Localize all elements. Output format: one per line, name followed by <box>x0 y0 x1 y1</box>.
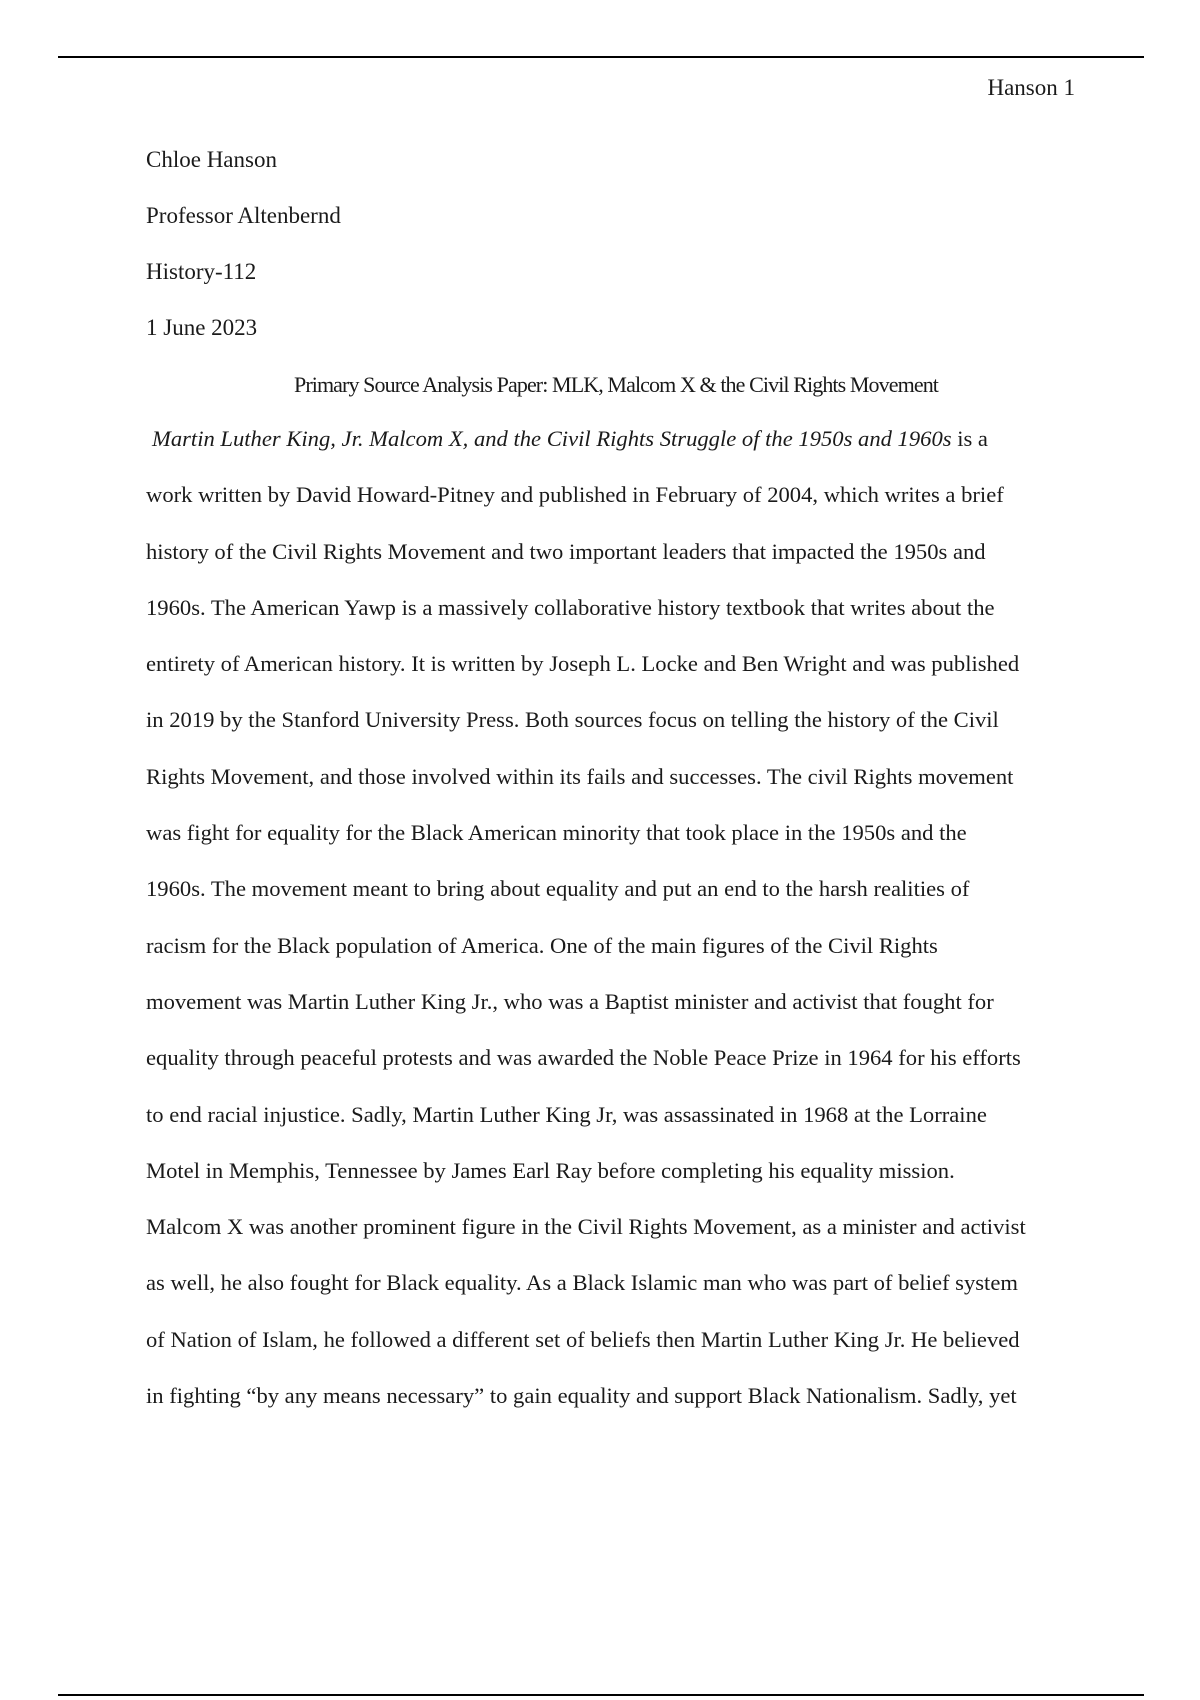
page-bottom-rule <box>58 1694 1144 1696</box>
body-text: is a <box>951 426 988 451</box>
body-line: of Nation of Islam, he followed a different set of beliefs then Martin Luther King Jr. He believed <box>146 1326 1020 1352</box>
body-line: was fight for equality for the Black American minority that took place in the 1950s and the <box>146 820 967 846</box>
body-line: as well, he also fought for Black equality. As a Black Islamic man who was part of belief system <box>146 1270 1018 1296</box>
body-line: Motel in Memphis, Tennessee by James Earl Ray before completing his equality mission. <box>146 1157 955 1183</box>
body-line: racism for the Black population of America. One of the main figures of the Civil Rights <box>146 932 938 958</box>
body-line: equality through peaceful protests and was awarded the Noble Peace Prize in 1964 for his efforts <box>146 1045 1021 1071</box>
body-line: 1960s. The American Yawp is a massively collaborative history textbook that writes about the <box>146 594 995 620</box>
body-line: in 2019 by the Stanford University Press. Both sources focus on telling the history of the Civil <box>146 707 999 733</box>
running-header: Hanson 1 <box>987 75 1075 100</box>
body-line: in fighting “by any means necessary” to gain equality and support Black Nationalism. Sadly, yet <box>146 1383 1017 1409</box>
mla-heading <box>146 145 1086 369</box>
body-line: 1960s. The movement meant to bring about equality and put an end to the harsh realities of <box>146 876 970 902</box>
body-line: movement was Martin Luther King Jr., who was a Baptist minister and activist that fought for <box>146 988 994 1014</box>
page-top-rule <box>58 56 1144 58</box>
body-line: work written by David Howard-Pitney and published in February of 2004, which writes a brief <box>146 482 1004 508</box>
source-title-italic: Martin Luther King, Jr. Malcom X, and the Civil Rights Struggle of the 1950s and 1960s <box>152 426 952 451</box>
body-line: to end racial injustice. Sadly, Martin Luther King Jr, was assassinated in 1968 at the Lorraine <box>146 1101 987 1127</box>
body-line: Malcom X was another prominent figure in the Civil Rights Movement, as a minister and activist <box>146 1214 1026 1240</box>
professor-name: Professor Altenbernd <box>146 203 341 228</box>
body-line: Rights Movement, and those involved within its fails and successes. The civil Rights movement <box>146 763 1014 789</box>
course-name: History-112 <box>146 259 257 284</box>
body-line: entirety of American history. It is written by Joseph L. Locke and Ben Wright and was published <box>146 651 1020 677</box>
body-paragraph <box>146 424 1096 1437</box>
body-line <box>146 424 1096 480</box>
body-line: history of the Civil Rights Movement and two important leaders that impacted the 1950s and <box>146 538 986 564</box>
paper-date: 1 June 2023 <box>146 315 258 340</box>
paper-title: Primary Source Analysis Paper: MLK, Malcom X & the Civil Rights Movement <box>293 372 939 397</box>
author-name: Chloe Hanson <box>146 147 277 172</box>
